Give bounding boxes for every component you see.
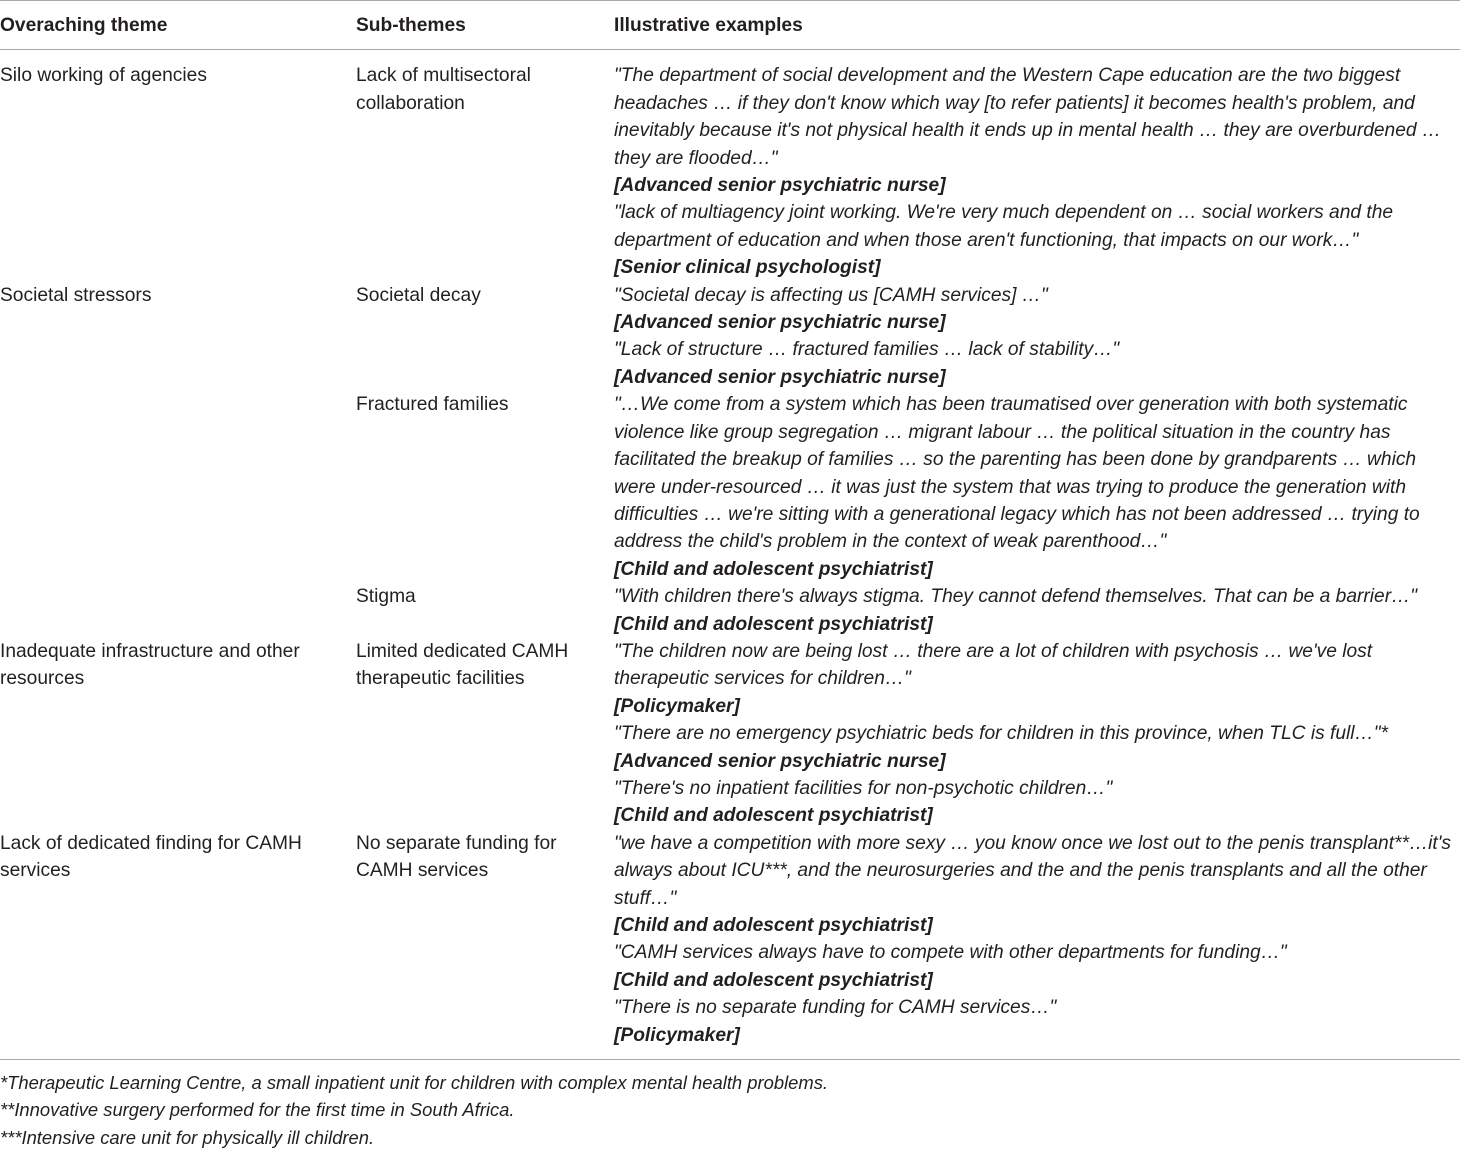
theme-cell: Inadequate infrastructure and other resources [0, 640, 300, 690]
subtheme-cell: No separate funding for CAMH services [356, 830, 614, 1060]
example-quote: "The department of social development and the Western Cape education are the two biggest headaches … if they don't know which way [to refer patients] it becomes health's problem, and inevitably because it's not physical health it ends up in mental health … they are overburdened … they are flooded…" [614, 65, 1442, 169]
theme-cell: Societal stressors [0, 284, 152, 306]
example-role: [Policymaker] [614, 1024, 740, 1046]
examples-cell [614, 638, 1460, 830]
example-quote: "With children there's always stigma. They cannot defend themselves. That can be a barrier…" [614, 586, 1418, 608]
example-role: [Advanced senior psychiatric nurse] [614, 366, 946, 388]
example-quote: "lack of multiagency joint working. We're very much dependent on … social workers and the department of education and when those aren't functioning, that impacts on our work…" [614, 202, 1394, 251]
example-quote: "…We come from a system which has been traumatised over generation with both systematic violence like group segregation … migrant labour … the political situation in the country has facilitated the breakup of families … so the parenting has been done by grandparents … which were under-resourced … it was just the system that was trying to produce the generation with difficulties … we're sitting with a generational legacy which has not been addressed … trying to address the child's problem in the context of weak parenthood…" [614, 394, 1420, 553]
subtheme-cell: Societal decay [356, 284, 481, 306]
subtheme-cell: Fractured families [356, 394, 509, 416]
example-quote: "There are no emergency psychiatric beds for children in this province, when TLC is full…"* [614, 723, 1389, 745]
example-role: [Child and adolescent psychiatrist] [614, 558, 933, 580]
header-row [0, 1, 1460, 50]
table-footnotes [0, 1069, 1460, 1151]
example-quote: "Lack of structure … fractured families … lack of stability…" [614, 339, 1120, 361]
example-role: [Child and adolescent psychiatrist] [614, 969, 933, 991]
subtheme-cell: Lack of multisectoral collaboration [356, 65, 531, 114]
header-examples: Illustrative examples [614, 1, 1460, 50]
examples-cell [614, 391, 1460, 583]
table-row [0, 638, 1460, 830]
table-row [0, 50, 1460, 282]
example-quote: "There is no separate funding for CAMH services…" [614, 997, 1057, 1019]
table-row [0, 830, 1460, 1060]
table-row [0, 282, 1460, 392]
example-role: [Child and adolescent psychiatrist] [614, 805, 933, 827]
examples-cell [614, 583, 1460, 638]
example-quote: "The children now are being lost … there are a lot of children with psychosis … we've lost therapeutic services for children…" [614, 640, 1373, 690]
example-role: [Advanced senior psychiatric nurse] [614, 750, 946, 772]
theme-cell: Silo working of agencies [0, 65, 207, 87]
example-quote: "There's no inpatient facilities for non-psychotic children…" [614, 777, 1113, 799]
table-header [0, 1, 1460, 50]
theme-cell [0, 391, 356, 583]
example-role: [Senior clinical psychologist] [614, 257, 881, 279]
footnote: **Innovative surgery performed for the first time in South Africa. [0, 1099, 515, 1121]
table-row [0, 583, 1460, 638]
theme-cell [0, 583, 356, 638]
subtheme-cell: Limited dedicated CAMH therapeutic facilities [356, 640, 569, 690]
table-body [0, 50, 1460, 1060]
examples-cell [614, 830, 1460, 1060]
subtheme-cell: Stigma [356, 586, 416, 608]
footnote: *Therapeutic Learning Centre, a small inpatient unit for children with complex mental health problems. [0, 1072, 829, 1094]
example-quote: "we have a competition with more sexy … you know once we lost out to the penis transplant**…it's always about ICU***, and the neurosurgeries and the and the penis transplants and all the other stuff…" [614, 832, 1452, 909]
example-role: [Child and adolescent psychiatrist] [614, 613, 933, 635]
example-role: [Child and adolescent psychiatrist] [614, 915, 933, 936]
example-role: [Policymaker] [614, 695, 740, 717]
example-quote: "CAMH services always have to compete with other departments for funding…" [614, 942, 1287, 964]
examples-cell [614, 50, 1460, 282]
example-quote: "Societal decay is affecting us [CAMH services] …" [614, 284, 1048, 306]
examples-cell [614, 282, 1460, 392]
example-role: [Advanced senior psychiatric nurse] [614, 175, 946, 197]
example-role: [Advanced senior psychiatric nurse] [614, 312, 946, 334]
footnote: ***Intensive care unit for physically ill children. [0, 1126, 375, 1148]
header-subthemes: Sub-themes [356, 1, 614, 50]
table-row [0, 391, 1460, 583]
theme-cell: Lack of dedicated finding for CAMH services [0, 830, 356, 1060]
header-theme: Overaching theme [0, 1, 356, 50]
